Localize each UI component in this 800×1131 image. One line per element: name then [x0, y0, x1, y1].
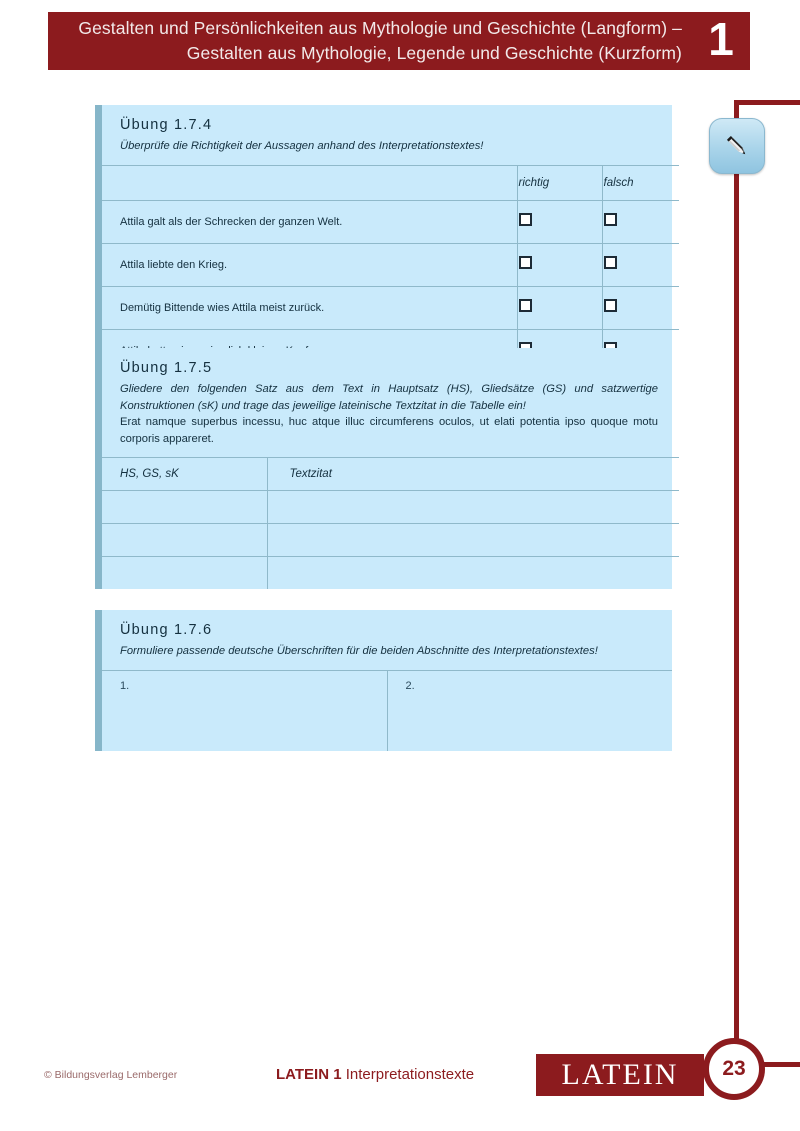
exercise-header: [102, 105, 672, 165]
exercise-title: Übung 1.7.5: [120, 360, 213, 376]
footer-series-label: [276, 1066, 474, 1083]
exercise-instruction: Gliedere den folgenden Satz aus dem Text in Hauptsatz (HS), Gliedsätze (GS) und satzwertige Konstruktionen (sK) und trage das jeweilige lateinische Textzitat in die Tabelle ein!: [120, 383, 658, 412]
truth-table: [102, 165, 679, 372]
checkbox-falsch[interactable]: [604, 213, 617, 226]
right-vertical-rule: [734, 100, 739, 1062]
checkbox-richtig[interactable]: [519, 256, 532, 269]
answer-label-2: 2.: [405, 679, 415, 692]
column-header-clause-type: HS, GS, sK: [102, 458, 267, 491]
answer-label-1: 1.: [120, 679, 130, 692]
answer-cell-textzitat[interactable]: [267, 524, 679, 557]
exercise-block-1-7-6: [95, 610, 672, 751]
answer-cell-textzitat[interactable]: [267, 491, 679, 524]
checkbox-richtig[interactable]: [519, 213, 532, 226]
exercise-instruction: Formuliere passende deutsche Überschriften für die beiden Abschnitte des Interpretationstextes!: [120, 645, 598, 657]
exercise-header: [102, 610, 672, 670]
answer-field-1[interactable]: [102, 671, 387, 751]
answer-field-2[interactable]: [387, 671, 673, 751]
header-title-line-1: Gestalten und Persönlichkeiten aus Mythologie und Geschichte (Langform) –: [78, 18, 682, 38]
latein-logo: [536, 1054, 704, 1096]
exercise-title: Übung 1.7.4: [120, 117, 213, 133]
column-header-statement: [102, 165, 517, 200]
right-rule-top-segment: [734, 100, 800, 105]
latin-source-sentence: Erat namque superbus incessu, huc atque illuc circumferens oculos, ut elati potentia ipso quoque motu corporis appareret.: [120, 416, 658, 445]
header-title: [48, 12, 692, 70]
header-title-line-2: Gestalten aus Mythologie, Legende und Geschichte (Kurzform): [186, 43, 682, 63]
checkbox-richtig-cell[interactable]: [517, 200, 602, 243]
checkbox-richtig-cell[interactable]: [517, 243, 602, 286]
table-row: [102, 524, 679, 557]
page-number-badge: [703, 1038, 765, 1100]
table-header-row: [102, 458, 679, 491]
pencil-icon: [709, 118, 765, 174]
column-header-falsch: falsch: [602, 165, 679, 200]
headline-answer-area: [102, 670, 672, 751]
answer-cell-textzitat[interactable]: [267, 557, 679, 590]
exercise-block-1-7-4: [95, 105, 672, 372]
column-header-textzitat: Textzitat: [267, 458, 679, 491]
table-row: [102, 243, 679, 286]
answer-cell-clause-type[interactable]: [102, 491, 267, 524]
statement-text: Attila liebte den Krieg.: [102, 243, 517, 286]
statement-text: Attila galt als der Schrecken der ganzen Welt.: [102, 200, 517, 243]
table-header-row: [102, 165, 679, 200]
statement-text: Demütig Bittende wies Attila meist zurück.: [102, 286, 517, 329]
copyright-notice: © Bildungsverlag Lemberger: [44, 1069, 178, 1081]
exercise-title: Übung 1.7.6: [120, 622, 213, 638]
page-number: 23: [722, 1057, 746, 1080]
checkbox-falsch[interactable]: [604, 256, 617, 269]
column-header-richtig: richtig: [517, 165, 602, 200]
checkbox-falsch-cell[interactable]: [602, 243, 679, 286]
table-row: [102, 557, 679, 590]
page-header-banner: [48, 12, 750, 70]
table-row: [102, 200, 679, 243]
chapter-number: 1: [708, 13, 734, 65]
table-row: [102, 286, 679, 329]
footer-right-rule-stub: [760, 1062, 800, 1067]
exercise-instruction: Überprüfe die Richtigkeit der Aussagen anhand des Interpretationstextes!: [120, 140, 484, 152]
checkbox-falsch[interactable]: [604, 299, 617, 312]
answer-cell-clause-type[interactable]: [102, 524, 267, 557]
exercise-block-1-7-5: [95, 348, 672, 589]
clause-table: [102, 457, 679, 589]
checkbox-falsch-cell[interactable]: [602, 200, 679, 243]
checkbox-falsch-cell[interactable]: [602, 286, 679, 329]
answer-cell-clause-type[interactable]: [102, 557, 267, 590]
exercise-header: [102, 348, 672, 457]
checkbox-richtig-cell[interactable]: [517, 286, 602, 329]
footer-series-rest: Interpretationstexte: [341, 1066, 475, 1083]
latein-logo-text: LATEIN: [561, 1058, 679, 1091]
footer-series-bold: LATEIN 1: [276, 1066, 342, 1083]
table-row: [102, 491, 679, 524]
checkbox-richtig[interactable]: [519, 299, 532, 312]
